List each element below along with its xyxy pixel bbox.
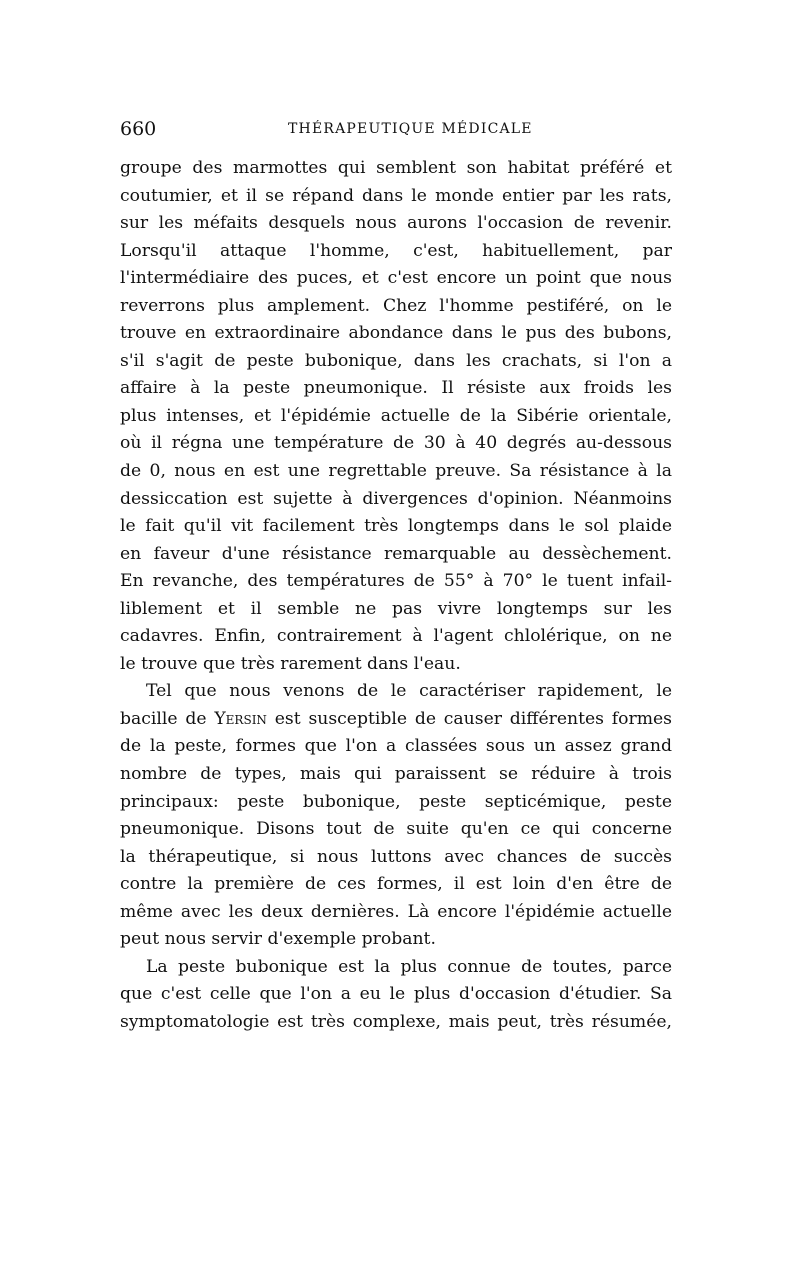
text-line: reverrons plus amplement. Chez l'homme pestiféré, on le — [120, 295, 672, 316]
text-line: de la peste, formes que l'on a classées sous un assez grand — [120, 736, 672, 757]
page-header — [120, 118, 675, 142]
text-line: contre la première de ces formes, il est loin d'en être de — [120, 874, 672, 895]
text-line: En revanche, des températures de 55° à 70° le tuent infail- — [120, 571, 672, 592]
text-line: pneumonique. Disons tout de suite qu'en ce qui concerne — [120, 819, 672, 840]
text-line: même avec les deux dernières. Là encore l'épidémie actuelle — [120, 901, 672, 922]
text-line: où il régna une température de 30 à 40 degrés au-dessous — [120, 433, 672, 454]
text-line: l'intermédiaire des puces, et c'est encore un point que nous — [120, 268, 672, 289]
text-line: symptomatologie est très complexe, mais peut, très résumée, — [120, 1011, 672, 1032]
text-line: la thérapeutique, si nous luttons avec chances de succès — [120, 846, 672, 867]
text-line: dessiccation est sujette à divergences d'opinion. Néanmoins — [120, 488, 672, 509]
text-line: cadavres. Enfin, contrairement à l'agent chlolérique, on ne — [120, 626, 672, 647]
text-line: liblement et il semble ne pas vivre longtemps sur les — [120, 598, 672, 619]
text-line: le fait qu'il vit facilement très longtemps dans le sol plaide — [120, 516, 672, 537]
text-line — [120, 706, 672, 734]
text-line: s'il s'agit de peste bubonique, dans les crachats, si l'on a — [120, 350, 672, 371]
text-line: que c'est celle que l'on a eu le plus d'occasion d'étudier. Sa — [120, 984, 672, 1005]
text-line: trouve en extraordinaire abondance dans le pus des bubons, — [120, 323, 672, 344]
running-title: THÉRAPEUTIQUE MÉDICALE — [288, 121, 533, 137]
page-number: 660 — [120, 118, 157, 140]
text-line: Tel que nous venons de le caractériser rapidement, le — [146, 681, 672, 702]
text-line: La peste bubonique est la plus connue de toutes, parce — [146, 956, 672, 977]
text-line: en faveur d'une résistance remarquable au dessèchement. — [120, 543, 672, 564]
text-line: sur les méfaits desquels nous aurons l'occasion de revenir. — [120, 213, 672, 234]
text-fragment: bacille de — [120, 708, 215, 729]
text-line: le trouve que très rarement dans l'eau. — [120, 653, 461, 674]
text-line: plus intenses, et l'épidémie actuelle de la Sibérie orientale, — [120, 405, 672, 426]
text-line: affaire à la peste pneumonique. Il résiste aux froids les — [120, 378, 672, 399]
text-line: peut nous servir d'exemple probant. — [120, 929, 436, 950]
body-text — [120, 155, 672, 1037]
text-fragment: est susceptible de causer différentes formes — [266, 708, 673, 729]
text-line: nombre de types, mais qui paraissent se réduire à trois — [120, 764, 672, 785]
text-line: groupe des marmottes qui semblent son habitat préféré et — [120, 158, 672, 178]
text-line: principaux: peste bubonique, peste septicémique, peste — [120, 791, 672, 812]
text-line: Lorsqu'il attaque l'homme, c'est, habituellement, par — [120, 240, 672, 261]
text-line: de 0, nous en est une regrettable preuve. Sa résistance à la — [120, 461, 672, 482]
author-name: Yersin — [214, 708, 267, 729]
text-line: coutumier, et il se répand dans le monde entier par les rats, — [120, 185, 672, 206]
